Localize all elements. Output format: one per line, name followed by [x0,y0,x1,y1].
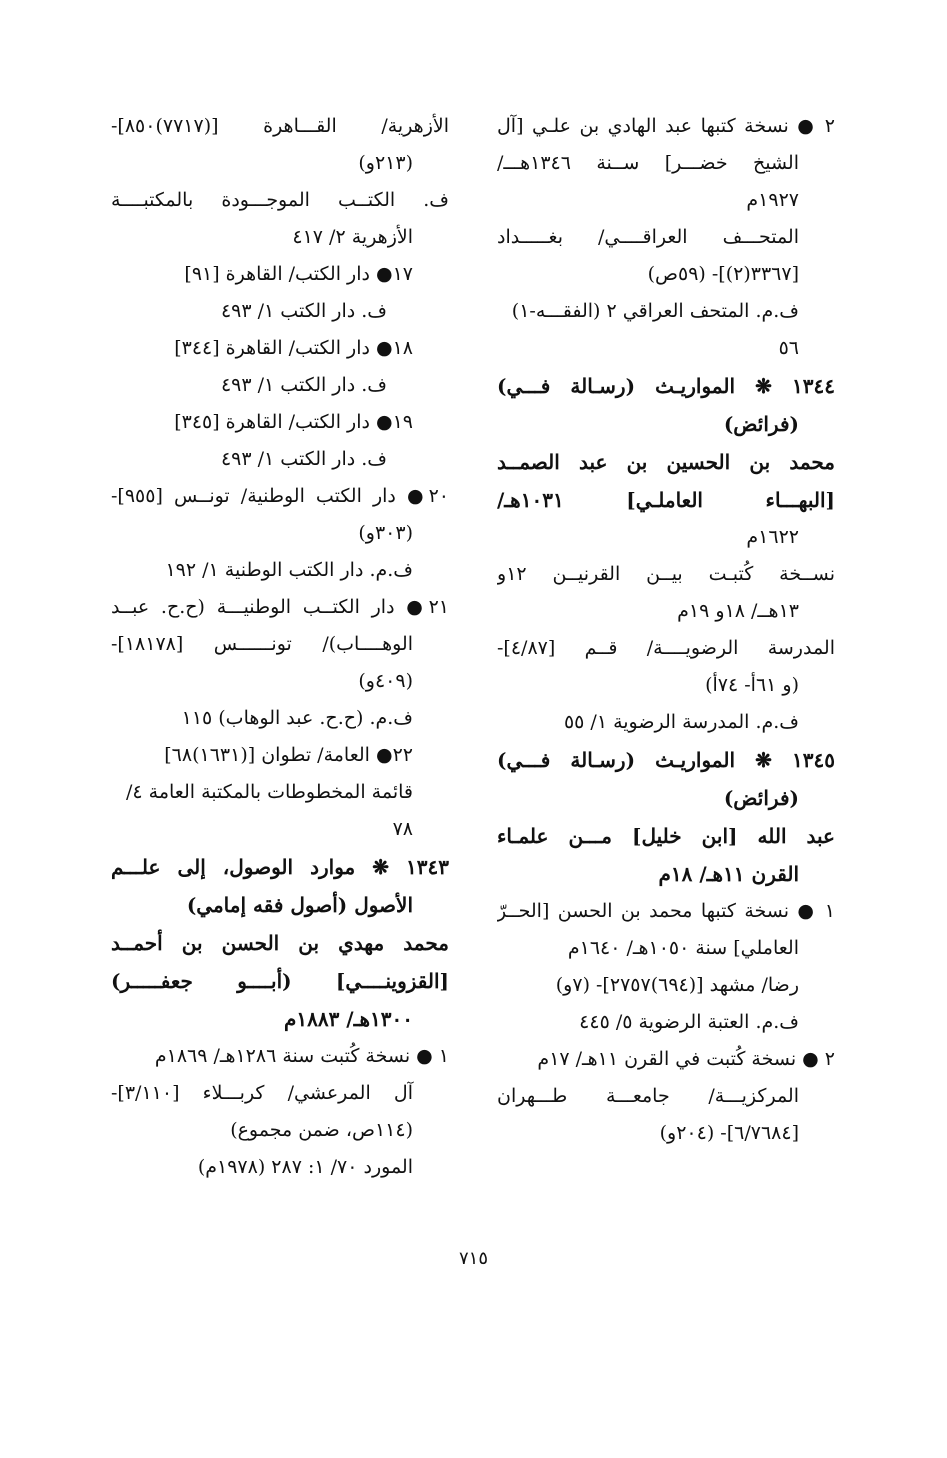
text-line: المدرسة الرضويــــة/ قــم [٤/٨٧]- [497,637,835,659]
text-line: ف. دار الكتب ١/ ٤٩٣ [220,300,387,322]
text-line: (فرائض) [723,412,799,436]
text-line: ف. دار الكتب ١/ ٤٩٣ [220,448,387,470]
text-line: الأزهرية ٢/ ٤١٧ [292,226,413,248]
text-line: الوهــــاب)/ تونــــــس [١٨١٧٨]- [111,633,413,655]
text-line: ف. الكتــب الموجـــودة بالمكتبــــة [111,189,449,211]
text-line: محمد بن الحسين بن عبد الصمــد [497,450,835,474]
text-line: [القزوينــــي] (أبــــو جعفـــــر) [111,969,449,993]
text-line: ف. دار الكتب ١/ ٤٩٣ [220,374,387,396]
text-line: [البهـــاء العاملـي] ١٠٣١هـ/ [497,488,835,512]
text-line: ١ ● نسخة كتبها محمد بن الحسن [الحــرّ [497,900,835,922]
text-line: (٢١٣و) [358,152,413,174]
text-line: رضا/ مشهد [(٦٩٤)٢٧٥٧]- (٧و) [555,974,799,996]
text-line: ١٦٢٢م [746,526,799,548]
text-line: ١٣٤٣ ❋ موارد الوصول، إلى علـــم [111,855,449,879]
left-column [111,108,449,1186]
text-line: آل المرعشي/ كربـــلاء [٣/١١٠]- [111,1082,413,1104]
text-line: ٧٨ [392,818,413,840]
text-line: نســخة كُتبـت بيــن القرنيــن ١٢و [497,563,835,585]
text-line: العاملي] سنة ١٠٥٠هـ/ ١٦٤٠م [567,937,799,959]
text-line: ١٩٢٧م [746,189,799,211]
text-line: ١٩● دار الكتب/ القاهرة [٣٤٥] [174,411,413,433]
text-line: المورد ٧٠/ ١: ٢٨٧ (١٩٧٨م) [197,1156,413,1178]
text-line: ٥٦ [778,337,799,359]
page-number: ٧١٥ [458,1248,488,1269]
text-line: ١ ● نسخة كُتبت سنة ١٢٨٦هـ/ ١٨٦٩م [154,1045,449,1067]
text-line: (٣٠٣و) [358,522,413,544]
text-line: [٦/٧٦٨٤]- (٢٠٤و) [659,1122,799,1144]
text-line: ف.م. (ح.ح. عبد الوهاب) ١١٥ [181,707,413,729]
text-line: (فرائض) [723,786,799,810]
text-line: ٢ ● نسخة كُتبت في القرن ١١هـ/ ١٧م [537,1048,835,1070]
text-line: محمد مهدي بن الحسن بن أحمــد [111,931,449,955]
text-line: ف.م. دار الكتب الوطنية ١/ ١٩٢ [165,559,413,581]
text-line: ١٣٤٤ ❋ المواريـث (رسـالة فـــي) [497,374,835,398]
text-line: (١١٤ص، ضمن مجموع) [230,1119,413,1141]
text-line: ٢٢● العامة/ تطوان [(١٦٣١)٦٨] [164,744,413,766]
text-line: ١٧● دار الكتب/ القاهرة [٩١] [184,263,413,285]
text-line: ١٨● دار الكتب/ القاهرة [٣٤٤] [174,337,413,359]
text-line: ف.م. المدرسة الرضوية ١/ ٥٥ [563,711,799,733]
text-line: ف.م. المتحف العراقي ٢ (الفقـــه-١) [511,300,799,322]
text-line: الشيخ خضـــر] ســنة ١٣٤٦هـــ/ [497,152,799,174]
text-line: ٢١● دار الكتــب الوطنيـــة (ح.ح. عبــد [111,596,449,618]
text-line: ١٣٠٠هـ/ ١٨٨٣م [283,1007,413,1031]
text-line: المركزيـــة/ جامعـــة طـــهران [497,1085,799,1107]
text-line: قائمة المخطوطات بالمكتبة العامة ٤/ [125,781,413,803]
text-line: ١٣٤٥ ❋ المواريـث (رسـالة فـــي) [497,748,835,772]
text-line: القرن ١١هـ/ ١٨م [658,862,799,886]
text-line: ٢ ● نسخة كتبها عبد الهادي بن علـي [آل [497,115,835,137]
text-line: المتحـــف العراقــــي/ بغـــــداد [497,226,799,248]
text-line: [٣٣٦٧(٢)]- (٥٩ص) [647,263,799,285]
text-line: الأصول (أصول فقه إمامي) [186,893,413,917]
text-line: الأزهرية/ القـــاهرة [(٧٧١٧)٨٥٠]- [111,115,449,137]
text-line: ف.م. العتبة الرضوية ٥/ ٤٤٥ [579,1011,799,1033]
text-line: ١٣هــ/ ١٨و ١٩م [677,600,799,622]
text-line: عبد الله [ابن خليل] مـــن علمـاء [497,824,835,848]
text-line: ٢٠● دار الكتب الوطنية/ تونــس [٩٥٥]- [111,485,449,507]
right-column [497,108,835,1152]
text-line: (٤٠٩و) [358,670,413,692]
text-line: (و ٦١أ- ٧٤أ) [705,674,799,696]
